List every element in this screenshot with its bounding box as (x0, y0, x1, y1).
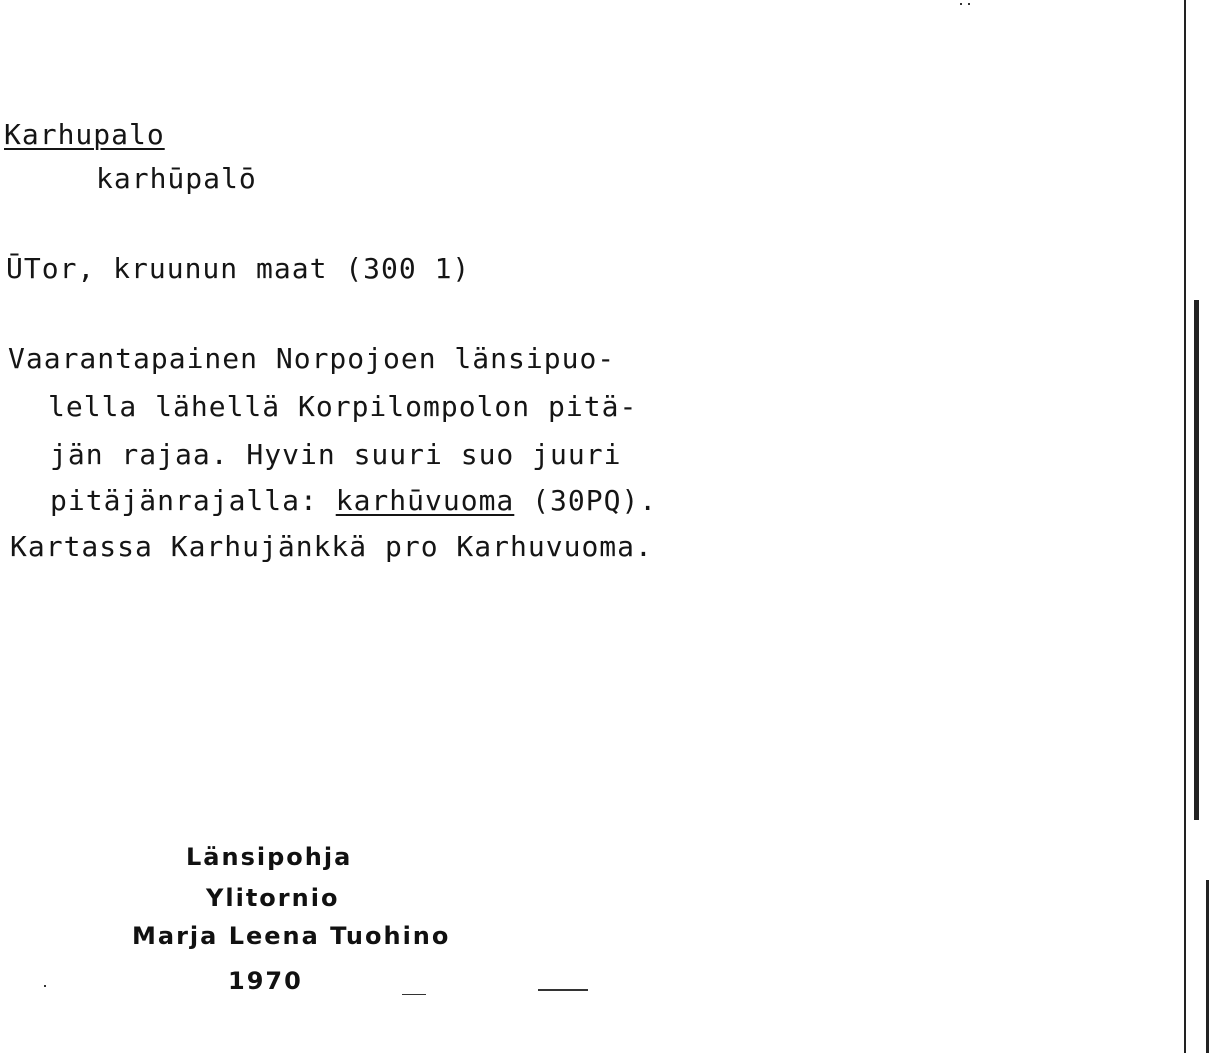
card-edge-shadow-lower (1206, 880, 1209, 1053)
description-line-5: Kartassa Karhujänkkä pro Karhuvuoma. (10, 530, 653, 563)
scan-speck (960, 3, 962, 5)
pronunciation: karhūpalō (96, 162, 257, 195)
description-line-2: lella lähellä Korpilompolon pitä- (48, 390, 638, 423)
stamp-collector: Marja Leena Tuohino (132, 922, 451, 950)
stamp-year: 1970 (228, 967, 303, 995)
scan-speck (402, 994, 426, 995)
scan-speck (44, 985, 46, 987)
line4-suffix: (30PQ). (514, 484, 658, 517)
card-edge-shadow (1194, 300, 1199, 820)
line4-prefix: pitäjänrajalla: (50, 484, 336, 517)
scan-speck (538, 989, 588, 991)
card-edge-line (1184, 0, 1186, 1053)
description-line-4 (50, 484, 657, 517)
scan-speck (968, 3, 970, 5)
stamp-parish: Ylitornio (206, 884, 340, 912)
description-line-3: jän rajaa. Hyvin suuri suo juuri (50, 438, 622, 471)
stamp-region: Länsipohja (186, 843, 353, 871)
headword: Karhupalo (4, 118, 165, 151)
source-line: ŪTor, kruunun maat (300 1) (6, 252, 471, 285)
description-line-1: Vaarantapainen Norpojoen länsipuo- (8, 342, 616, 375)
underlined-term: karhūvuoma (335, 484, 515, 517)
